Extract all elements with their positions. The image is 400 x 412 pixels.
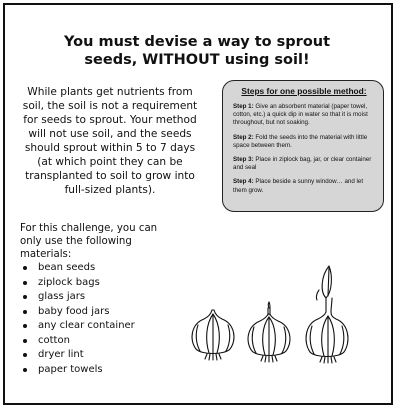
challenge-line: only use the following (20, 236, 132, 247)
intro-line: soil, the soil is not a requirement (22, 100, 198, 112)
material-label: baby food jars (38, 305, 110, 317)
list-item (20, 276, 190, 291)
bullet-icon (23, 324, 27, 328)
intro-paragraph (12, 85, 208, 197)
sprouting-bulb-icon (248, 302, 290, 362)
step-label: Step 3: (233, 156, 254, 164)
intro-line: should sprout within 5 to 7 days (24, 142, 196, 154)
intro-line: While plants get nutrients from (27, 86, 193, 98)
material-label: any clear container (38, 320, 135, 331)
bulb-illustration (186, 262, 386, 366)
material-label: bean seeds (38, 262, 96, 273)
bulb-icon (192, 310, 234, 360)
material-label: glass jars (38, 291, 86, 302)
title-line-2: seeds, WITHOUT using soil! (84, 52, 310, 68)
bullet-icon (23, 368, 27, 372)
intro-line: full-sized plants). (64, 184, 156, 196)
list-item (20, 290, 190, 305)
material-label: cotton (38, 334, 70, 346)
steps-box (222, 80, 384, 212)
list-item (20, 348, 190, 363)
step-text: Place beside a sunny window… and let them grow. (233, 178, 364, 194)
title-line-1: You must devise a way to sprout (63, 34, 331, 50)
bullet-icon (23, 281, 27, 285)
intro-line: transplanted to soil to grow into (25, 170, 195, 182)
step-1 (233, 103, 375, 128)
intro-line: (at which point they can be (37, 156, 183, 168)
bullet-icon (23, 353, 27, 357)
intro-line: for seeds to sprout. Your method (23, 114, 197, 126)
material-label: paper towels (38, 363, 103, 375)
list-item (20, 319, 190, 334)
step-2 (233, 134, 375, 150)
list-item (20, 261, 190, 276)
step-3 (233, 156, 375, 172)
step-text: Give an absorbent material (paper towel, cotton, etc.) a quick dip in water so that it is moist throughout, but not soaking. (233, 103, 368, 127)
list-item (20, 363, 190, 378)
bullet-icon (23, 339, 27, 343)
step-label: Step 1: (233, 103, 254, 110)
challenge-line: materials: (20, 249, 72, 260)
step-text: Place in ziplock bag, jar, or clear container and seal (233, 156, 372, 172)
step-label: Step 4: (233, 178, 254, 186)
list-item (20, 305, 190, 320)
steps-heading: Steps for one possible method: (241, 86, 367, 96)
challenge-text (20, 222, 190, 261)
bullet-icon (23, 266, 27, 270)
list-item (20, 334, 190, 349)
material-label: ziplock bags (38, 276, 100, 288)
bullet-icon (23, 310, 27, 314)
step-4 (233, 178, 375, 194)
material-label: dryer lint (38, 349, 84, 360)
step-text: Fold the seeds into the material with little space between them. (233, 133, 368, 149)
materials-list (20, 261, 190, 377)
intro-line: will not use soil, and the seeds (28, 128, 192, 140)
challenge-line: For this challenge, you can (20, 223, 158, 234)
step-label: Step 2: (233, 133, 254, 141)
growing-bulb-icon (306, 266, 348, 363)
bullet-icon (23, 295, 27, 299)
page-title (10, 33, 384, 69)
